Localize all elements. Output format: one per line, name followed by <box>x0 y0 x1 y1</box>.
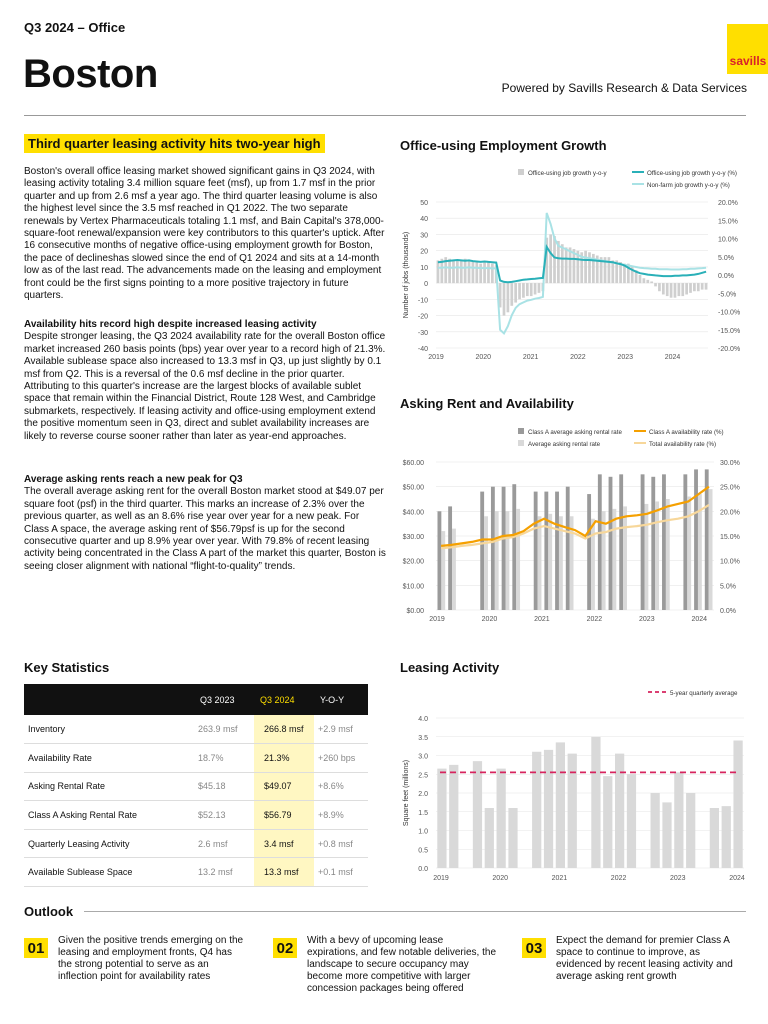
y-tick-label: $10.00 <box>402 583 424 591</box>
section-rents <box>24 474 386 573</box>
y-tick-label: 20 <box>420 248 428 256</box>
bar-class-a <box>683 474 687 610</box>
header-cell-highlight: Q3 2024 <box>254 684 314 715</box>
bar <box>588 252 591 283</box>
row-label: Quarterly Leasing Activity <box>24 829 194 858</box>
bar <box>651 793 660 868</box>
table-row <box>24 744 368 773</box>
legend-label: Total availability rate (%) <box>649 441 717 448</box>
yoy-change: +2.9 msf <box>314 715 368 744</box>
bar <box>549 234 552 283</box>
bar <box>627 774 636 868</box>
header-divider <box>24 115 746 116</box>
x-tick-label: 2021 <box>522 354 539 360</box>
y-tick-label: -30 <box>417 329 428 337</box>
bar-class-a <box>598 474 602 610</box>
bar <box>568 754 577 868</box>
x-tick-label: 2023 <box>639 616 655 623</box>
table-row <box>24 715 368 744</box>
bar <box>518 283 521 299</box>
bar-class-a <box>619 474 623 610</box>
report-period: Q3 2024 – Office <box>24 20 126 35</box>
bar <box>646 280 649 283</box>
y2-tick-label: -15.0% <box>718 327 741 335</box>
bar <box>686 793 695 868</box>
bar <box>497 769 506 868</box>
outlook-text: With a bevy of upcoming lease expirations, and few notable deliveries, the landscape to secure occupancy may become more competitive with larger concession packages being offered <box>307 935 497 994</box>
table-row <box>24 801 368 830</box>
bar-class-a <box>641 474 645 610</box>
bar <box>685 283 688 294</box>
bar <box>460 260 463 283</box>
y-tick-label: 40 <box>420 216 428 224</box>
bar <box>473 761 482 868</box>
bar-average <box>666 499 670 610</box>
legend-label: 5-year quarterly average <box>670 690 738 697</box>
logo-text: savills <box>729 54 767 68</box>
y2-tick-label: 10.0% <box>718 236 738 244</box>
bar <box>448 259 451 283</box>
bar-class-a <box>694 469 698 610</box>
leasing-activity-chart <box>396 682 748 886</box>
bar <box>464 259 467 283</box>
y-axis-label: Square feet (millions) <box>403 759 410 827</box>
bar <box>556 742 565 868</box>
bar-class-a <box>437 511 441 610</box>
bar <box>658 283 661 291</box>
row-label: Asking Rental Rate <box>24 772 194 801</box>
y-tick-label: 2.0 <box>418 791 428 798</box>
y-tick-label: -10 <box>417 297 428 305</box>
x-tick-label: 2023 <box>617 354 634 360</box>
y2-tick-label: 25.0% <box>720 484 740 492</box>
prior-value: $52.13 <box>194 801 254 830</box>
legend-swatch <box>518 169 524 175</box>
y2-tick-label: 10.0% <box>720 558 740 566</box>
bar <box>449 765 458 868</box>
subhead-availability: Availability hits record high despite increased leasing activity <box>24 319 317 330</box>
row-label: Availability Rate <box>24 744 194 773</box>
bar <box>710 808 719 868</box>
bar-class-a <box>534 492 538 610</box>
bar-average <box>516 509 520 610</box>
y2-tick-label: 0.0% <box>718 273 734 280</box>
bar <box>452 260 455 283</box>
x-tick-label: 2019 <box>429 616 445 623</box>
header-cell: Y-O-Y <box>314 684 368 715</box>
y-tick-label: $0.00 <box>406 608 424 615</box>
x-tick-label: 2024 <box>729 875 745 882</box>
bar <box>584 251 587 283</box>
table-row <box>24 829 368 858</box>
y-tick-label: 1.0 <box>418 828 428 836</box>
current-value: $56.79 <box>254 801 314 830</box>
bar <box>662 802 671 868</box>
y-tick-label: 0.5 <box>418 847 428 855</box>
table-row <box>24 772 368 801</box>
bar-class-a <box>651 477 655 610</box>
y-tick-label: $20.00 <box>402 558 424 566</box>
outlook-text: Expect the demand for premier Class A space to continue to improve, as evidenced by recent leasing activity and average asking rent growth <box>556 935 733 982</box>
current-value: 21.3% <box>254 744 314 773</box>
bar <box>697 283 700 291</box>
header-cell <box>24 684 194 715</box>
x-tick-label: 2024 <box>664 354 681 360</box>
x-tick-label: 2020 <box>475 354 492 360</box>
key-stats-table <box>24 684 368 887</box>
bar <box>475 262 478 283</box>
outlook-text: Given the positive trends emerging on the leasing and employment fronts, Q4 has the strong potential to serve as an inflection point for availability rates <box>58 935 244 982</box>
y-tick-label: 3.0 <box>418 753 428 761</box>
outlook-divider <box>84 911 746 912</box>
bar-class-a <box>502 487 506 610</box>
y2-tick-label: 20.0% <box>718 200 738 207</box>
lead-headline: Third quarter leasing activity hits two-year high <box>24 134 325 153</box>
bar-class-a <box>662 474 666 610</box>
yoy-change: +8.9% <box>314 801 368 830</box>
x-tick-label: 2019 <box>433 875 449 882</box>
outlook-number: 02 <box>273 938 297 958</box>
x-tick-label: 2022 <box>586 616 603 623</box>
prior-value: 263.9 msf <box>194 715 254 744</box>
y-tick-label: 3.5 <box>418 734 428 742</box>
bar <box>437 769 446 868</box>
bar-average <box>655 501 659 610</box>
bar <box>508 808 517 868</box>
bar-class-a <box>609 477 613 610</box>
y2-tick-label: 20.0% <box>720 509 740 517</box>
bar <box>639 275 642 283</box>
paragraph-rents: The overall average asking rent for the overall Boston market stood at $49.07 per square foot (psf) in the third quarter. This marks an increase of 2.3% over the previous quarter, as well as an 8.6% rise year over year for a new peak. For Class A space, the average asking rent of $56.79psf is up for the second consecutive quarter and up 8.9% year over year. With 79.8% of recent leasing activity being concentrated in the Class A part of the market this quarter, Boston is seeing closer alignment with national “flight-to-quality” trends. <box>24 486 386 572</box>
chart-leasing-title: Leasing Activity <box>400 660 500 675</box>
y-axis-label: Number of jobs (thousands) <box>403 231 410 319</box>
bar-class-a <box>555 492 559 610</box>
bar <box>561 244 564 283</box>
bar <box>611 260 614 283</box>
bar-average <box>645 504 649 610</box>
chart-employment-title: Office-using Employment Growth <box>400 138 607 153</box>
bar <box>689 283 692 293</box>
bar-average <box>612 509 616 610</box>
y-tick-label: 0.0 <box>418 866 428 873</box>
x-tick-label: 2019 <box>428 354 444 360</box>
y2-tick-label: -10.0% <box>718 309 741 317</box>
current-value: $49.07 <box>254 772 314 801</box>
bar <box>507 283 510 312</box>
bar <box>670 283 673 298</box>
bar-class-a <box>587 494 591 610</box>
bar <box>701 283 704 289</box>
y2-tick-label: 30.0% <box>720 460 740 467</box>
yoy-change: +260 bps <box>314 744 368 773</box>
bar <box>485 808 494 868</box>
bar <box>456 260 459 283</box>
y-tick-label: 2.5 <box>418 772 428 780</box>
bar <box>693 283 696 291</box>
bar-class-a <box>544 492 548 610</box>
bar <box>666 283 669 296</box>
y2-tick-label: 5.0% <box>718 254 734 262</box>
x-tick-label: 2021 <box>551 875 568 882</box>
y-tick-label: 30 <box>420 232 428 240</box>
y2-tick-label: 15.0% <box>718 218 738 226</box>
outlook-number: 01 <box>24 938 48 958</box>
bar <box>479 264 482 283</box>
chart-rent-title: Asking Rent and Availability <box>400 396 574 411</box>
legend-swatch <box>518 428 524 434</box>
bar <box>437 260 440 283</box>
current-value: 13.3 msf <box>254 858 314 887</box>
y-tick-label: 50 <box>420 200 428 207</box>
powered-by-text: Powered by Savills Research & Data Services <box>501 81 747 95</box>
bar-average <box>484 516 488 610</box>
prior-value: $45.18 <box>194 772 254 801</box>
bar-class-a <box>512 484 516 610</box>
bar <box>615 754 624 868</box>
bar <box>603 776 612 868</box>
legend-swatch <box>518 440 524 446</box>
bar-average <box>709 489 713 610</box>
bar-average <box>602 511 606 610</box>
legend-label: Class A availability rate (%) <box>649 429 724 436</box>
bar <box>514 283 517 302</box>
y-tick-label: $40.00 <box>402 509 424 517</box>
x-tick-label: 2020 <box>481 616 498 623</box>
bar-average <box>591 519 595 610</box>
y2-tick-label: -5.0% <box>718 291 737 299</box>
y-tick-label: 0 <box>424 281 428 289</box>
yoy-change: +0.8 msf <box>314 829 368 858</box>
paragraph-leasing: Boston's overall office leasing market showed significant gains in Q3 2024, with leasing activity totaling 3.4 million square feet (msf), up from 1.7 msf in the prior quarter and up from 2.6 msf a year ago. The third quarter leasing volume is also the highest level since the 3.5 msf reached in Q1 2022. The two separate renewals by Vertex Pharmaceuticals totaling 1.1 msf, and Bain Capital's 378,000-square-foot renewal/expansion were key contributors to this quarter's uptick. After 16 consecutive months of negative office-using employment growth for Boston, the pace of declineshas slowed since the end of Q1 2024 and sits at a 14-month low as of the last read. The advancements made on the leasing and employment front could be the first signs pointing to a more positive trajectory in future quarters. <box>24 166 385 302</box>
bar-class-a <box>491 487 495 610</box>
bar-class-a <box>566 487 570 610</box>
asking-rent-chart <box>396 420 748 632</box>
x-tick-label: 2022 <box>570 354 586 360</box>
legend-label: Office-using job growth y-o-y (%) <box>647 170 737 177</box>
bar <box>526 283 529 296</box>
bar <box>487 262 490 283</box>
bar <box>532 752 541 868</box>
current-value: 266.8 msf <box>254 715 314 744</box>
legend-label: Non-farm job growth y-o-y (%) <box>647 182 730 189</box>
bar <box>677 283 680 296</box>
employment-growth-chart <box>396 160 748 360</box>
bar <box>722 806 731 868</box>
bar <box>705 283 708 289</box>
y2-tick-label: -20.0% <box>718 346 741 353</box>
bar-average <box>538 516 542 610</box>
bar <box>530 283 533 296</box>
bar <box>544 750 553 868</box>
prior-value: 2.6 msf <box>194 829 254 858</box>
bar <box>654 283 657 286</box>
bar <box>733 741 742 869</box>
y2-tick-label: 15.0% <box>720 534 740 541</box>
x-tick-label: 2021 <box>534 616 550 623</box>
row-label: Class A Asking Rental Rate <box>24 801 194 830</box>
bar <box>538 283 541 293</box>
bar <box>662 283 665 294</box>
bar-class-a <box>480 492 484 610</box>
paragraph-availability: Despite stronger leasing, the Q3 2024 availability rate for the overall Boston office market increased 260 basis points (bps) year over year to a record high of 21.3%. Available sublease space also increased to 13.3 msf in Q3, up just slightly by 0.1 msf from Q2. This is a reversal of the 0.6 msf decline in the prior quarter. Attributing to this quarter's increase are the largest blocks of available sublet space that remain within the Financial District, Route 128 West, and Cambridge submarkets, respectively. If leasing activity and office-using employment extend the positive momentum seen in Q3, direct and sublet availability increases are likely to reverse course sooner rather than later as year-end approaches. <box>24 331 386 442</box>
bar <box>650 281 653 283</box>
bar <box>472 262 475 283</box>
x-tick-label: 2024 <box>691 616 708 623</box>
bar-average <box>506 511 510 610</box>
bar-class-a <box>448 506 452 610</box>
legend-label: Office-using job growth y-o-y <box>528 170 607 177</box>
bar <box>553 236 556 283</box>
bar-average <box>441 531 445 610</box>
y-tick-label: $50.00 <box>402 484 424 492</box>
bar <box>591 737 600 868</box>
bar <box>643 278 646 283</box>
subhead-rents: Average asking rents reach a new peak for Q3 <box>24 474 243 485</box>
outlook-title: Outlook <box>24 904 74 919</box>
y2-tick-label: 0.0% <box>720 608 736 615</box>
x-tick-label: 2022 <box>610 875 627 882</box>
y-tick-label: -20 <box>417 313 428 321</box>
bar <box>510 283 513 306</box>
x-tick-label: 2020 <box>492 875 508 882</box>
bar-average <box>495 511 499 610</box>
x-tick-label: 2023 <box>670 875 686 882</box>
key-stats-title: Key Statistics <box>24 660 110 675</box>
bar <box>674 772 683 868</box>
bar-average <box>687 497 691 610</box>
bar <box>503 283 506 315</box>
y2-tick-label: 5.0% <box>720 583 736 591</box>
bar <box>491 264 494 283</box>
bar <box>674 283 677 298</box>
bar <box>483 262 486 283</box>
y-tick-label: 10 <box>420 264 428 272</box>
bar <box>468 260 471 283</box>
bar <box>681 283 684 296</box>
outlook-number: 03 <box>522 938 546 958</box>
bar-average <box>623 506 627 610</box>
current-value: 3.4 msf <box>254 829 314 858</box>
yoy-change: +8.6% <box>314 772 368 801</box>
header-cell: Q3 2023 <box>194 684 254 715</box>
prior-value: 18.7% <box>194 744 254 773</box>
table-header-row <box>24 684 368 715</box>
row-label: Inventory <box>24 715 194 744</box>
bar-average <box>452 529 456 610</box>
prior-value: 13.2 msf <box>194 858 254 887</box>
bar <box>534 283 537 294</box>
legend-label: Class A average asking rental rate <box>528 429 622 436</box>
y-tick-label: $30.00 <box>402 534 424 541</box>
legend-label: Average asking rental rate <box>528 441 601 448</box>
y-tick-label: $60.00 <box>402 460 424 467</box>
section-availability <box>24 319 386 443</box>
row-label: Available Sublease Space <box>24 858 194 887</box>
table-row <box>24 858 368 887</box>
y-tick-label: 1.5 <box>418 809 428 817</box>
bar <box>565 247 568 283</box>
yoy-change: +0.1 msf <box>314 858 368 887</box>
y-tick-label: -40 <box>417 346 428 353</box>
y-tick-label: 4.0 <box>418 716 428 723</box>
bar <box>522 283 525 298</box>
page-title: Boston <box>23 52 158 96</box>
savills-logo <box>727 24 768 74</box>
